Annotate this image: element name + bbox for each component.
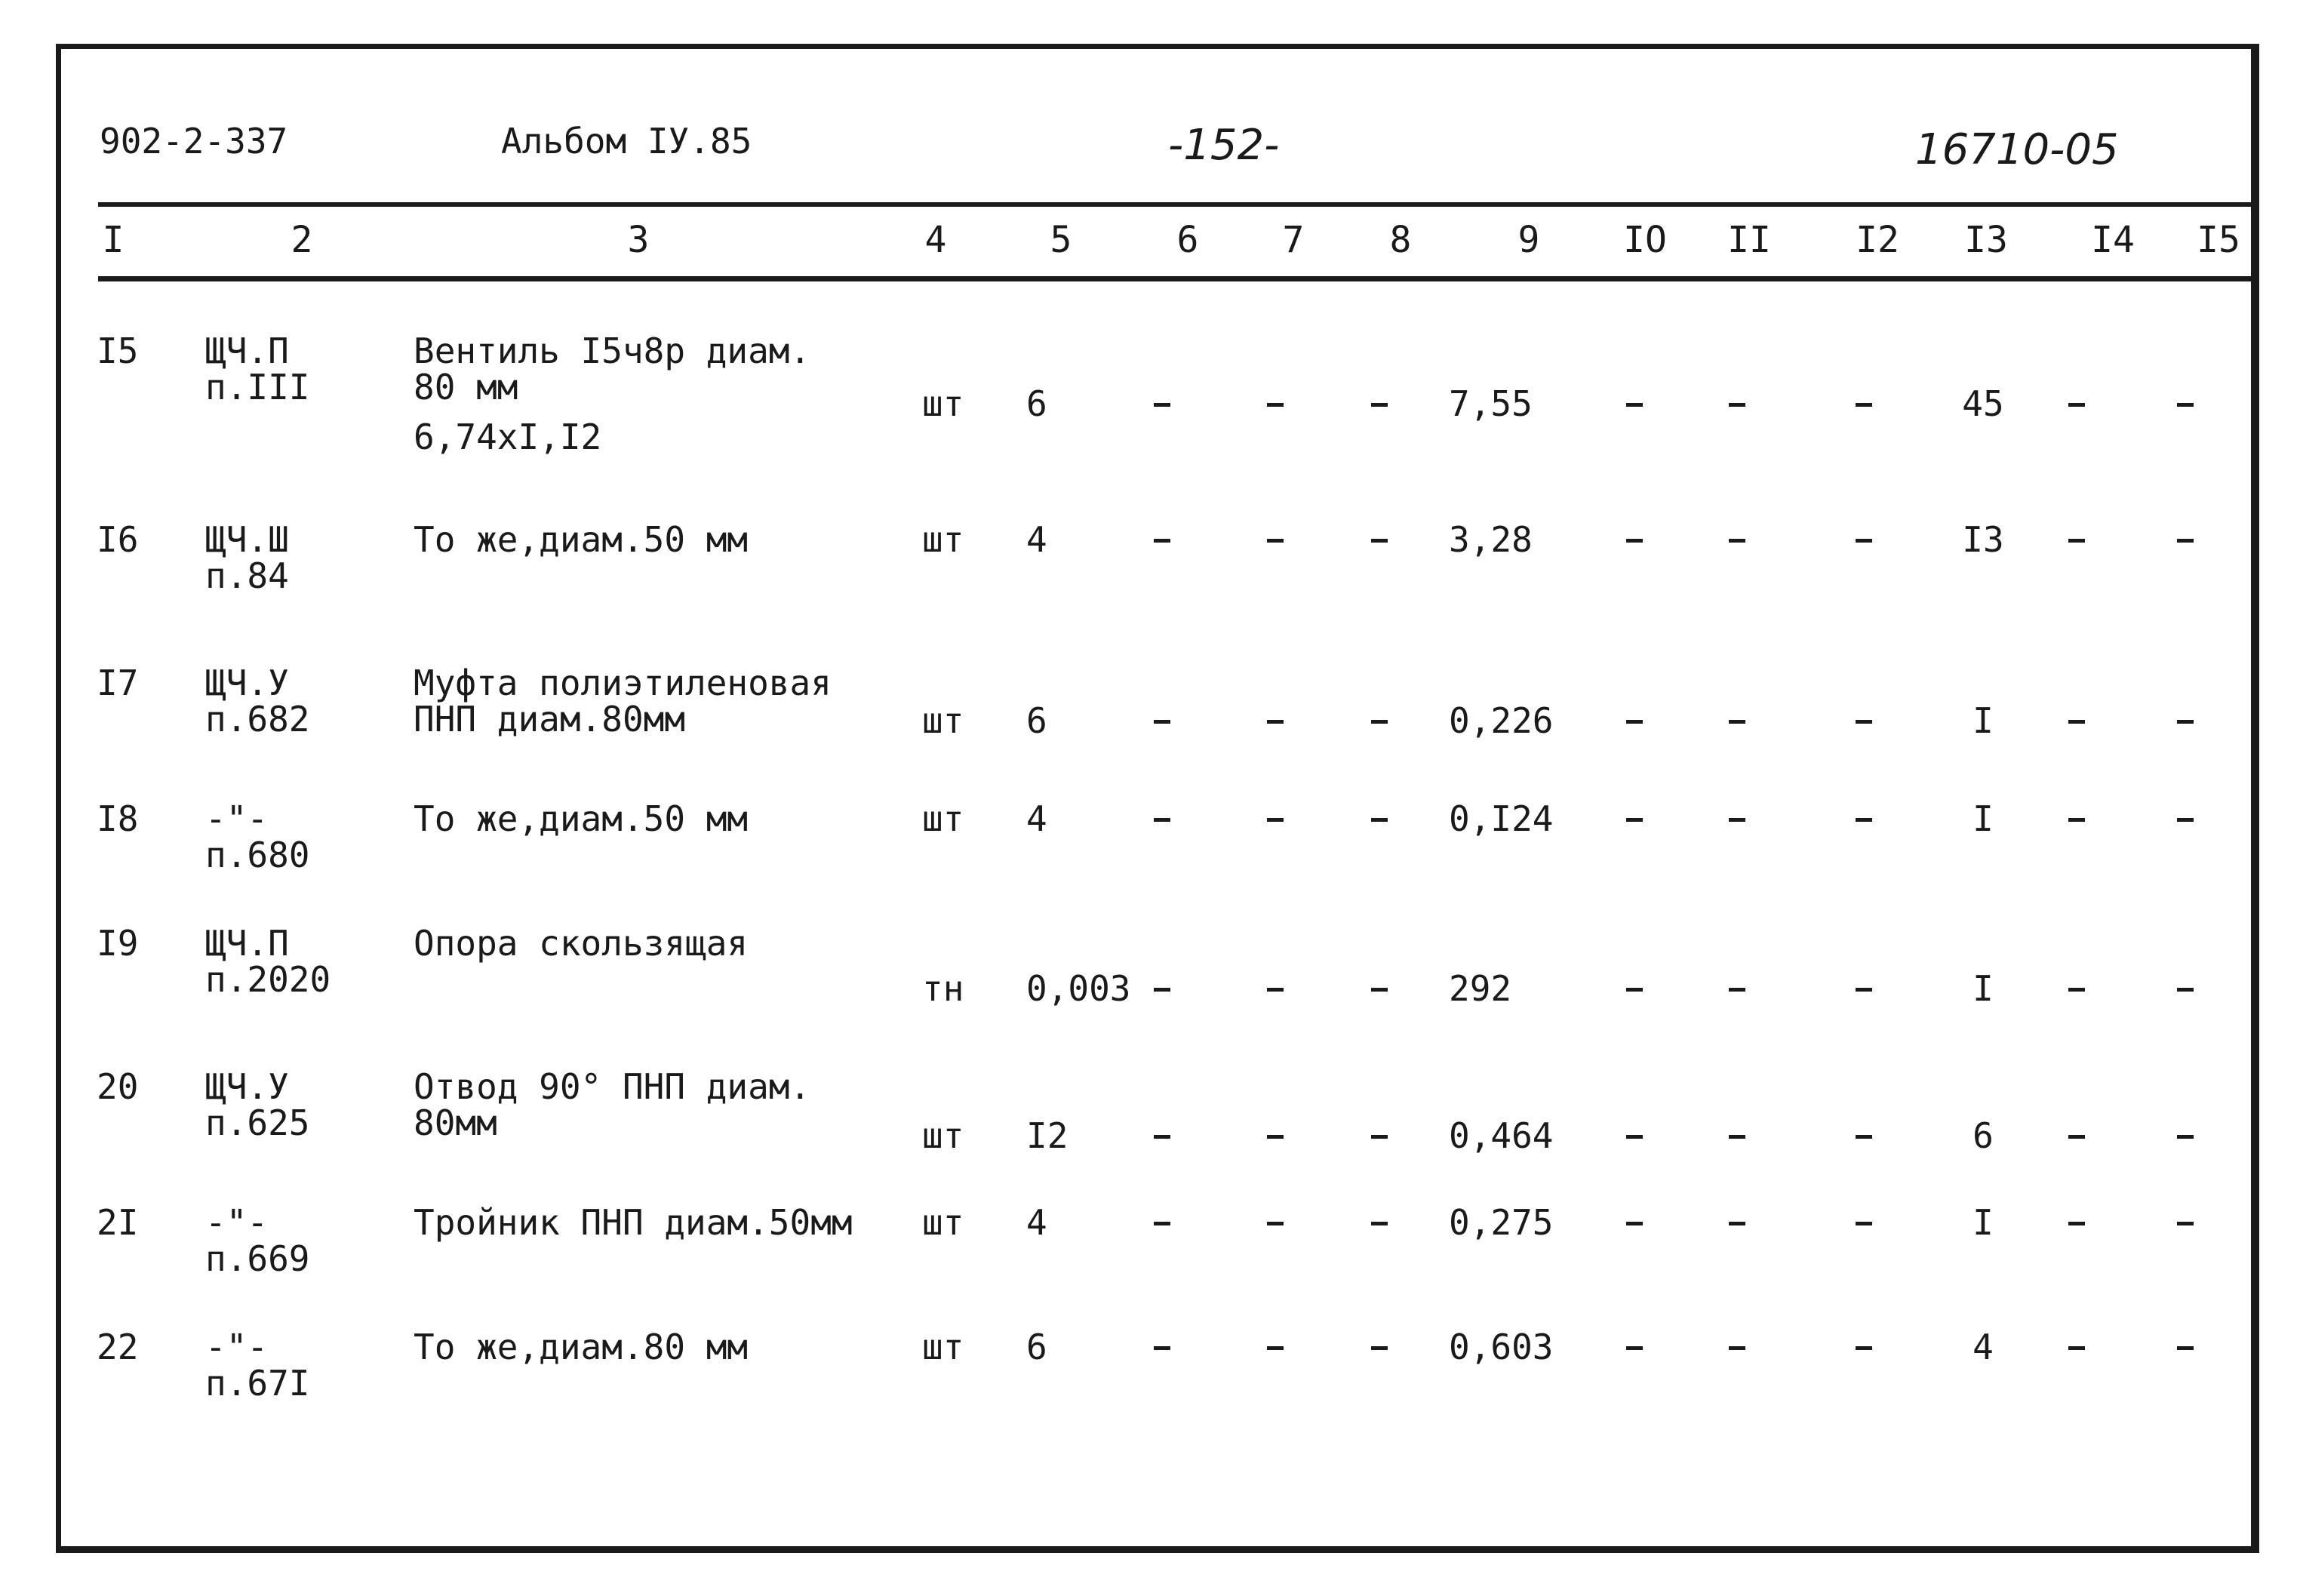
catalog-reference: п.84 (205, 555, 289, 596)
unit: шт (922, 700, 964, 741)
col-13: I (1973, 968, 1994, 1009)
unit-weight: 7,55 (1449, 383, 1533, 424)
col-15-dash (2177, 720, 2194, 724)
catalog-reference: п.67I (205, 1363, 310, 1404)
column-number: IO (1623, 219, 1667, 261)
col-6-dash (1154, 1135, 1170, 1139)
col-13: I (1973, 700, 1994, 741)
col-11-dash (1729, 403, 1745, 407)
quantity: 6 (1026, 700, 1047, 741)
catalog-reference: ЩЧ.П (205, 331, 289, 371)
col-15-dash (2177, 539, 2194, 543)
col-14-dash (2068, 1346, 2085, 1350)
col-12-dash (1856, 818, 1872, 822)
catalog-reference: п.669 (205, 1238, 310, 1279)
col-7-dash (1267, 1222, 1284, 1225)
row-number: 2I (97, 1202, 139, 1243)
quantity: 4 (1026, 1202, 1047, 1243)
unit: тн (922, 968, 964, 1009)
column-number: I2 (1856, 219, 1899, 261)
sheet-code: 16710-05 (1915, 125, 2119, 174)
unit: шт (922, 383, 964, 424)
col-14-dash (2068, 720, 2085, 724)
item-description: То же,диам.50 мм (414, 519, 749, 560)
col-14-dash (2068, 403, 2085, 407)
column-number: 4 (924, 219, 947, 261)
unit-weight: 292 (1449, 968, 1512, 1009)
item-description: Отвод 90° ПНП диам. (414, 1066, 811, 1107)
unit: шт (922, 1115, 964, 1156)
col-13: I (1973, 1202, 1994, 1243)
quantity: 6 (1026, 1327, 1047, 1367)
quantity: 4 (1026, 798, 1047, 839)
col-6-dash (1154, 1222, 1170, 1225)
item-description: Вентиль I5ч8р диам. (414, 331, 811, 371)
unit-weight: 0,226 (1449, 700, 1554, 741)
col-8-dash (1371, 720, 1388, 724)
unit: шт (922, 1327, 964, 1367)
item-description: То же,диам.80 мм (414, 1327, 749, 1367)
col-14-dash (2068, 988, 2085, 992)
col-13: 45 (1962, 383, 2004, 424)
header-rule-top (98, 202, 2256, 207)
item-description: Тройник ПНП диам.50мм (414, 1202, 853, 1243)
item-description: Опора скользящая (414, 923, 749, 964)
doc-code: 902-2-337 (100, 121, 288, 161)
header-rule-bottom (98, 276, 2256, 281)
col-8-dash (1371, 403, 1388, 407)
column-number: I4 (2091, 219, 2135, 261)
unit-weight: 0,275 (1449, 1202, 1554, 1243)
col-15-dash (2177, 818, 2194, 822)
unit: шт (922, 1202, 964, 1243)
col-8-dash (1371, 1222, 1388, 1225)
col-10-dash (1626, 1135, 1643, 1139)
col-6-dash (1154, 818, 1170, 822)
col-10-dash (1626, 403, 1643, 407)
page-number: -152- (1168, 121, 1280, 170)
col-8-dash (1371, 988, 1388, 992)
col-11-dash (1729, 539, 1745, 543)
col-8-dash (1371, 1135, 1388, 1139)
col-10-dash (1626, 1222, 1643, 1225)
col-14-dash (2068, 818, 2085, 822)
col-15-dash (2177, 1222, 2194, 1225)
column-number: 6 (1176, 219, 1199, 261)
col-6-dash (1154, 988, 1170, 992)
item-description: ПНП диам.80мм (414, 699, 686, 740)
col-11-dash (1729, 1222, 1745, 1225)
col-8-dash (1371, 539, 1388, 543)
row-number: I9 (97, 923, 139, 964)
catalog-reference: -"- (205, 798, 269, 839)
column-number: 2 (291, 219, 313, 261)
col-6-dash (1154, 720, 1170, 724)
item-description: 6,74xI,I2 (414, 417, 602, 457)
catalog-reference: п.680 (205, 835, 310, 875)
catalog-reference: ЩЧ.Ш (205, 519, 289, 560)
catalog-reference: ЩЧ.У (205, 663, 289, 703)
col-11-dash (1729, 988, 1745, 992)
col-14-dash (2068, 1135, 2085, 1139)
unit-weight: 3,28 (1449, 519, 1533, 560)
unit: шт (922, 798, 964, 839)
catalog-reference: п.625 (205, 1102, 310, 1143)
col-15-dash (2177, 403, 2194, 407)
col-10-dash (1626, 1346, 1643, 1350)
quantity: 4 (1026, 519, 1047, 560)
col-12-dash (1856, 1222, 1872, 1225)
document-frame (56, 44, 2259, 1553)
col-10-dash (1626, 988, 1643, 992)
item-description: 80 мм (414, 367, 518, 407)
row-number: I5 (97, 331, 139, 371)
column-number: 3 (627, 219, 650, 261)
catalog-reference: ЩЧ.П (205, 923, 289, 964)
column-number: 7 (1282, 219, 1305, 261)
col-7-dash (1267, 1346, 1284, 1350)
col-15-dash (2177, 1135, 2194, 1139)
col-15-dash (2177, 1346, 2194, 1350)
unit-weight: 0,464 (1449, 1115, 1554, 1156)
catalog-reference: п.2020 (205, 959, 331, 1000)
catalog-reference: -"- (205, 1202, 269, 1243)
col-15-dash (2177, 988, 2194, 992)
unit: шт (922, 519, 964, 560)
unit-weight: 0,603 (1449, 1327, 1554, 1367)
col-6-dash (1154, 539, 1170, 543)
col-12-dash (1856, 988, 1872, 992)
col-10-dash (1626, 818, 1643, 822)
album-title: Альбом IУ.85 (501, 121, 752, 161)
col-8-dash (1371, 818, 1388, 822)
col-12-dash (1856, 403, 1872, 407)
col-11-dash (1729, 818, 1745, 822)
row-number: 20 (97, 1066, 139, 1107)
column-number: II (1727, 219, 1771, 261)
column-number: I5 (2197, 219, 2240, 261)
col-14-dash (2068, 1222, 2085, 1225)
row-number: I6 (97, 519, 139, 560)
col-6-dash (1154, 403, 1170, 407)
col-8-dash (1371, 1346, 1388, 1350)
col-14-dash (2068, 539, 2085, 543)
col-11-dash (1729, 720, 1745, 724)
catalog-reference: п.III (205, 367, 310, 407)
item-description: То же,диам.50 мм (414, 798, 749, 839)
item-description: Муфта полиэтиленовая (414, 663, 832, 703)
row-number: I7 (97, 663, 139, 703)
col-7-dash (1267, 403, 1284, 407)
column-number: 9 (1517, 219, 1540, 261)
column-number: 8 (1389, 219, 1412, 261)
column-number: 5 (1050, 219, 1072, 261)
col-7-dash (1267, 720, 1284, 724)
col-12-dash (1856, 1346, 1872, 1350)
catalog-reference: -"- (205, 1327, 269, 1367)
quantity: 6 (1026, 383, 1047, 424)
col-7-dash (1267, 988, 1284, 992)
col-10-dash (1626, 539, 1643, 543)
col-11-dash (1729, 1135, 1745, 1139)
quantity: I2 (1026, 1115, 1069, 1156)
item-description: 80мм (414, 1102, 497, 1143)
col-7-dash (1267, 1135, 1284, 1139)
col-13: I3 (1962, 519, 2004, 560)
unit-weight: 0,I24 (1449, 798, 1554, 839)
col-13: 4 (1973, 1327, 1994, 1367)
column-number: I (102, 219, 125, 261)
row-number: I8 (97, 798, 139, 839)
col-6-dash (1154, 1346, 1170, 1350)
catalog-reference: п.682 (205, 699, 310, 740)
col-7-dash (1267, 539, 1284, 543)
col-10-dash (1626, 720, 1643, 724)
col-13: 6 (1973, 1115, 1994, 1156)
row-number: 22 (97, 1327, 139, 1367)
column-number: I3 (1964, 219, 2008, 261)
col-12-dash (1856, 1135, 1872, 1139)
col-12-dash (1856, 720, 1872, 724)
quantity: 0,003 (1026, 968, 1131, 1009)
col-12-dash (1856, 539, 1872, 543)
col-13: I (1973, 798, 1994, 839)
catalog-reference: ЩЧ.У (205, 1066, 289, 1107)
col-7-dash (1267, 818, 1284, 822)
col-11-dash (1729, 1346, 1745, 1350)
